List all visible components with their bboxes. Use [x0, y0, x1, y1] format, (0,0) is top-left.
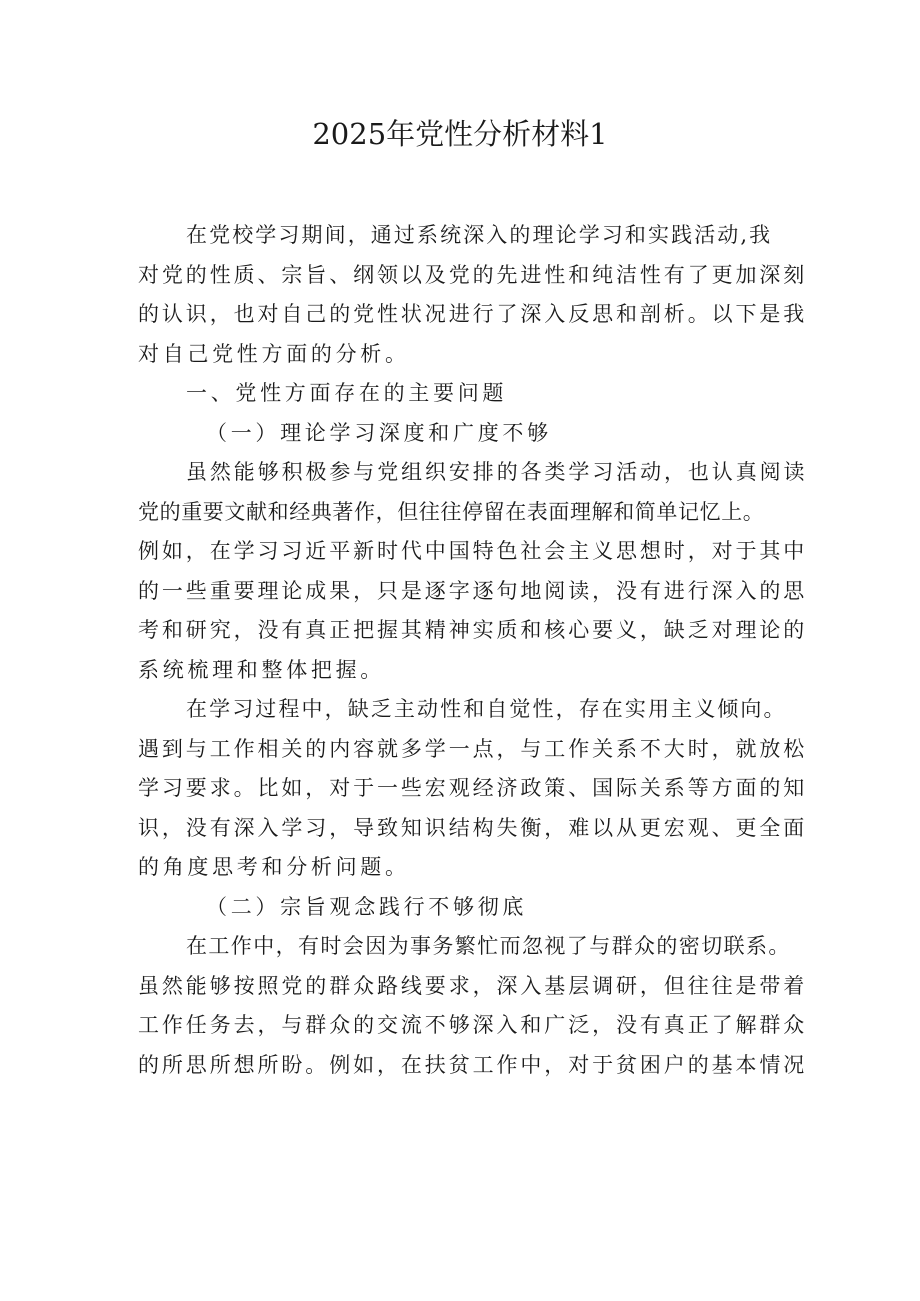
paragraph-line: 在党校学习期间，通过系统深入的理论学习和实践活动,我 [186, 223, 773, 247]
paragraph-line: 党的重要文献和经典著作，但往往停留在表面理解和简单记忆上。 [138, 499, 765, 524]
paragraph-line: 虽然能够按照党的群众路线要求，深入基层调研，但往往是带着 [138, 973, 808, 998]
section-heading: 一、党性方面存在的主要问题 [186, 381, 508, 405]
paragraph-line: 对党的性质、宗旨、纲领以及党的先进性和纯洁性有了更加深刻 [138, 262, 808, 287]
document-title: 2025年党性分析材料1 [312, 117, 608, 151]
paragraph-line: 识，没有深入学习，导致知识结构失衡，难以从更宏观、更全面 [138, 815, 808, 840]
subsection-heading: （一）理论学习深度和广度不够 [206, 420, 552, 445]
paragraph-line: 的角度思考和分析问题。 [138, 855, 410, 879]
paragraph-line: 工作任务去，与群众的交流不够深入和广泛，没有真正了解群众 [138, 1013, 808, 1037]
paragraph-line: 系统梳理和整体把握。 [138, 657, 385, 682]
paragraph-line: 例如，在学习习近平新时代中国特色社会主义思想时，对于其中 [138, 539, 808, 563]
paragraph-line: 考和研究，没有真正把握其精神实质和核心要义，缺乏对理论的 [138, 618, 808, 642]
paragraph-line: 的所思所想所盼。例如，在扶贫工作中，对于贫困户的基本情况 [138, 1052, 808, 1077]
paragraph-line: 虽然能够积极参与党组织安排的各类学习活动，也认真阅读 [186, 460, 808, 484]
paragraph-line: 在工作中，有时会因为事务繁忙而忽视了与群众的密切联系。 [186, 934, 791, 958]
paragraph-line: 遇到与工作相关的内容就多学一点，与工作关系不大时，就放松 [138, 736, 808, 761]
paragraph-line: 在学习过程中，缺乏主动性和自觉性，存在实用主义倾向。 [186, 697, 787, 721]
document-body [138, 216, 808, 1085]
paragraph-line: 学习要求。比如，对于一些宏观经济政策、国际关系等方面的知 [138, 776, 808, 800]
subsection-heading: （二）宗旨观念践行不够彻底 [206, 894, 528, 919]
paragraph-line: 的认识，也对自己的党性状况进行了深入反思和剖析。以下是我 [138, 302, 808, 326]
paragraph-line: 对自己党性方面的分析。 [138, 341, 410, 366]
paragraph-line: 的一些重要理论成果，只是逐字逐句地阅读，没有进行深入的思 [138, 578, 808, 603]
